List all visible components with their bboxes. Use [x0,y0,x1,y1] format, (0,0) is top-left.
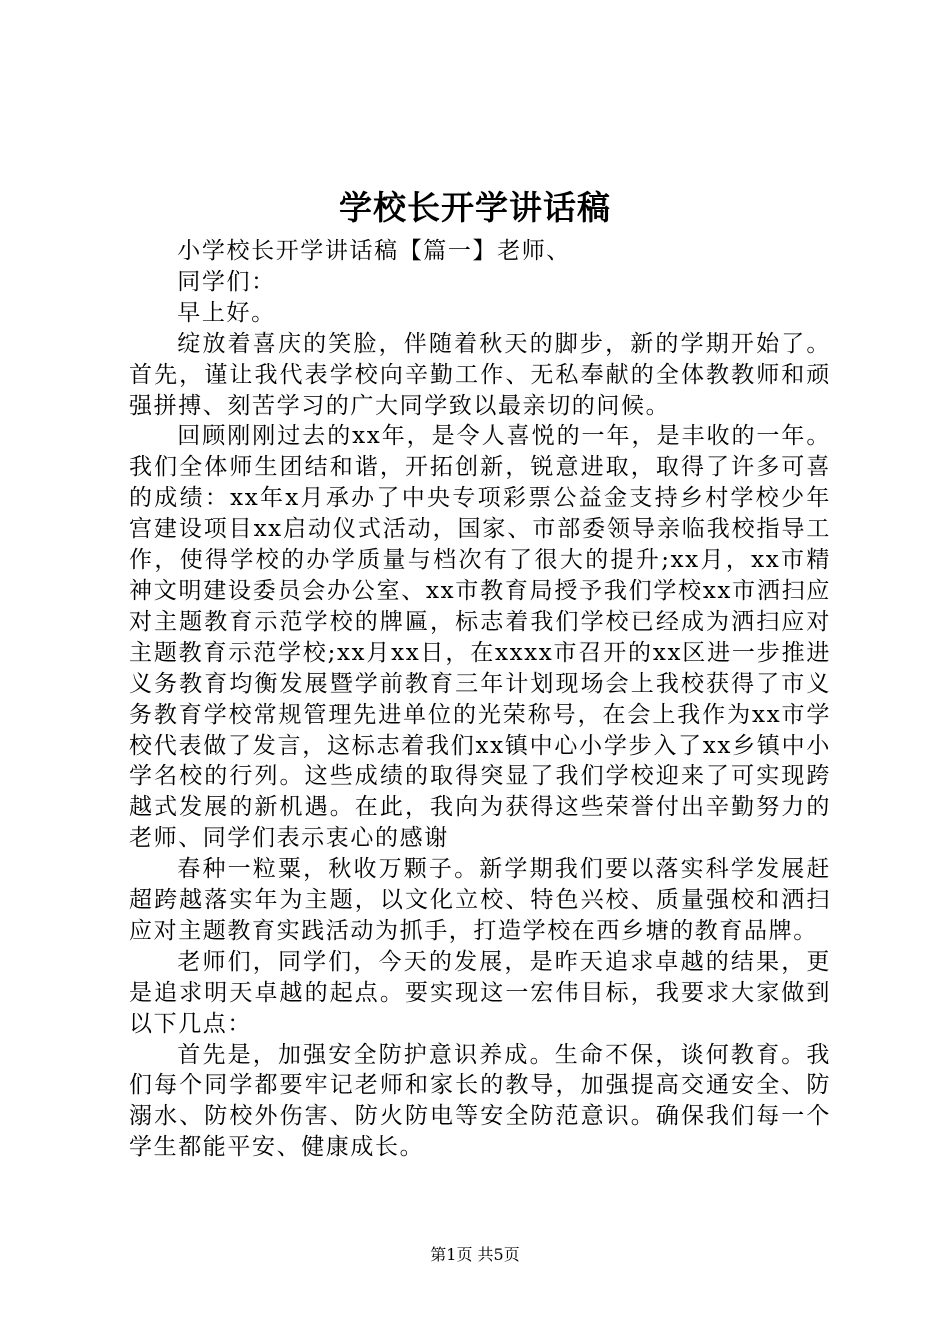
document-body [129,236,831,1163]
paragraph-new-term: 春种一粒粟，秋收万颗子。新学期我们要以落实科学发展赶超跨越落实年为主题，以文化立校、特色兴校、质量强校和洒扫应对主题教育实践活动为抓手，打造学校在西乡塘的教育品牌。 [129,856,831,944]
paragraph-good-morning: 早上好。 [177,299,276,326]
paragraph-requirements: 老师们，同学们，今天的发展，是昨天追求卓越的结果，更是追求明天卓越的起点。要实现这一宏伟目标，我要求大家做到以下几点： [129,948,831,1037]
paragraph-greeting-line-2: 同学们： [177,268,276,295]
paragraph-review: 回顾刚刚过去的xx年，是令人喜悦的一年，是丰收的一年。我们全体师生团结和谐，开拓创新，锐意进取，取得了许多可喜的成绩：xx年x月承办了中央专项彩票公益金支持乡村学校少年宫建设项目xx启动仪式活动，国家、市部委领导亲临我校指导工作，使得学校的办学质量与档次有了很大的提升;xx月，xx市精神文明建设委员会办公室、xx市教育局授予我们学校xx市洒扫应对主题教育示范学校的牌匾，标志着我们学校已经成为洒扫应对主题教育示范学校;xx月xx日，在xxxx市召开的xx区进一步推进义务教育均衡发展暨学前教育三年计划现场会上我校获得了市义务教育学校常规管理先进单位的光荣称号，在会上我作为xx市学校代表做了发言，这标志着我们xx镇中心小学步入了xx乡镇中小学名校的行列。这些成绩的取得突显了我们学校迎来了可实现跨越式发展的新机遇。在此，我向为获得这些荣誉付出辛勤努力的老师、同学们表示衷心的感谢 [129,423,831,852]
paragraph-opening: 绽放着喜庆的笑脸，伴随着秋天的脚步，新的学期开始了。首先，谨让我代表学校向辛勤工作、无私奉献的全体教教师和顽强拼搏、刻苦学习的广大同学致以最亲切的问候。 [129,330,831,419]
page-number-footer: 第1页 共5页 [430,1245,520,1264]
paragraph-safety: 首先是，加强安全防护意识养成。生命不保，谈何教育。我们每个同学都要牢记老师和家长的教导，加强提高交通安全、防溺水、防校外伤害、防火防电等安全防范意识。确保我们每一个学生都能平安、健康成长。 [129,1041,831,1161]
paragraph-greeting-line-1: 小学校长开学讲话稿【篇一】老师、 [177,238,571,264]
document-title: 学校长开学讲话稿 [339,188,611,227]
